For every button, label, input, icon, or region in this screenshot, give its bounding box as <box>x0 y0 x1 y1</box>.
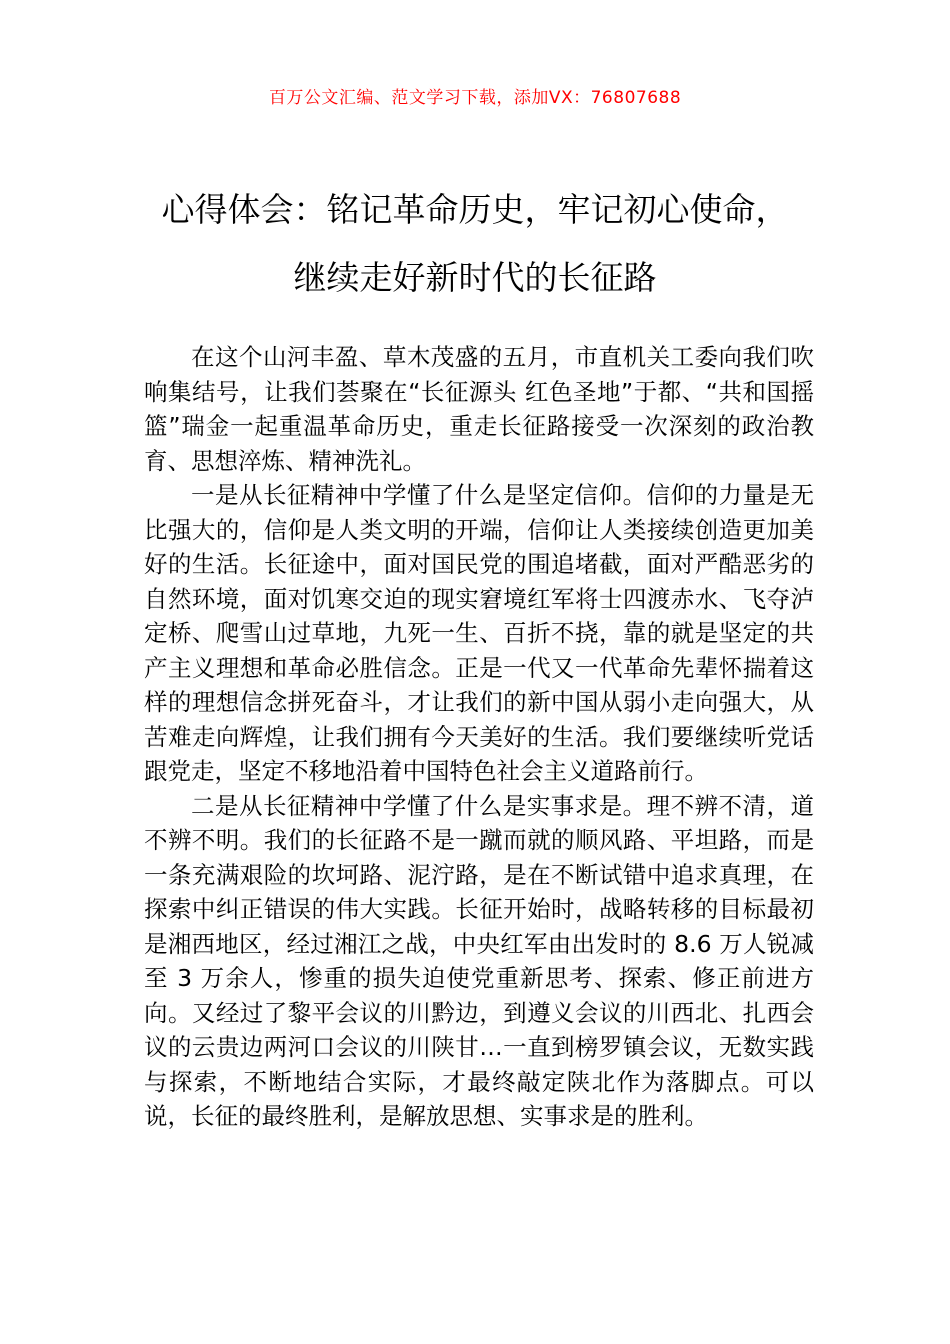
title-line-1: 心得体会：铭记革命历史，牢记初心使命， <box>161 190 789 229</box>
paragraph-seek-truth: 二是从长征精神中学懂了什么是实事求是。理不辨不清，道不辨不明。我们的长征路不是一蹴而就的顺风路、平坦路，而是一条充满艰险的坎坷路、泥泞路，是在不断试错中追求真理，在探索中纠正错误的伟大实践。长征开始时，战略转移的目标最初是湘西地区，经过湘江之战，中央红军由出发时的 8.6 万人锐减至 3 万余人，惨重的损失迫使党重新思考、探索、修正前进方向。又经过了黎平会议的川黔边，到遵义会议的川西北、扎西会议的云贵边两河口会议的川陕甘…一直到榜罗镇会议，无数实践与探索，不断地结合实际，才最终敲定陕北作为落脚点。可以说，长征的最终胜利，是解放思想、实事求是的胜利。 <box>144 791 814 1130</box>
watermark-header: 百万公文汇编、范文学习下载，添加VX：76807688 <box>268 88 682 108</box>
document-title <box>140 176 810 312</box>
paragraph-firm-belief: 一是从长征精神中学懂了什么是坚定信仰。信仰的力量是无比强大的，信仰是人类文明的开端，信仰让人类接续创造更加美好的生活。长征途中，面对国民党的围追堵截，面对严酷恶劣的自然环境，面对饥寒交迫的现实窘境红军将士四渡赤水、飞夺泸定桥、爬雪山过草地，九死一生、百折不挠，靠的就是坚定的共产主义理想和革命必胜信念。正是一代又一代革命先辈怀揣着这样的理想信念拼死奋斗，才让我们的新中国从弱小走向强大，从苦难走向辉煌，让我们拥有今天美好的生活。我们要继续听党话跟党走，坚定不移地沿着中国特色社会主义道路前行。 <box>144 481 814 785</box>
document-body <box>144 340 814 1134</box>
title-line-2: 继续走好新时代的长征路 <box>293 258 657 297</box>
paragraph-intro: 在这个山河丰盈、草木茂盛的五月，市直机关工委向我们吹响集结号，让我们荟聚在“长征源头 红色圣地”于都、“共和国摇篮”瑞金一起重温革命历史，重走长征路接受一次深刻的政治教育、思想淬炼、精神洗礼。 <box>144 343 814 475</box>
